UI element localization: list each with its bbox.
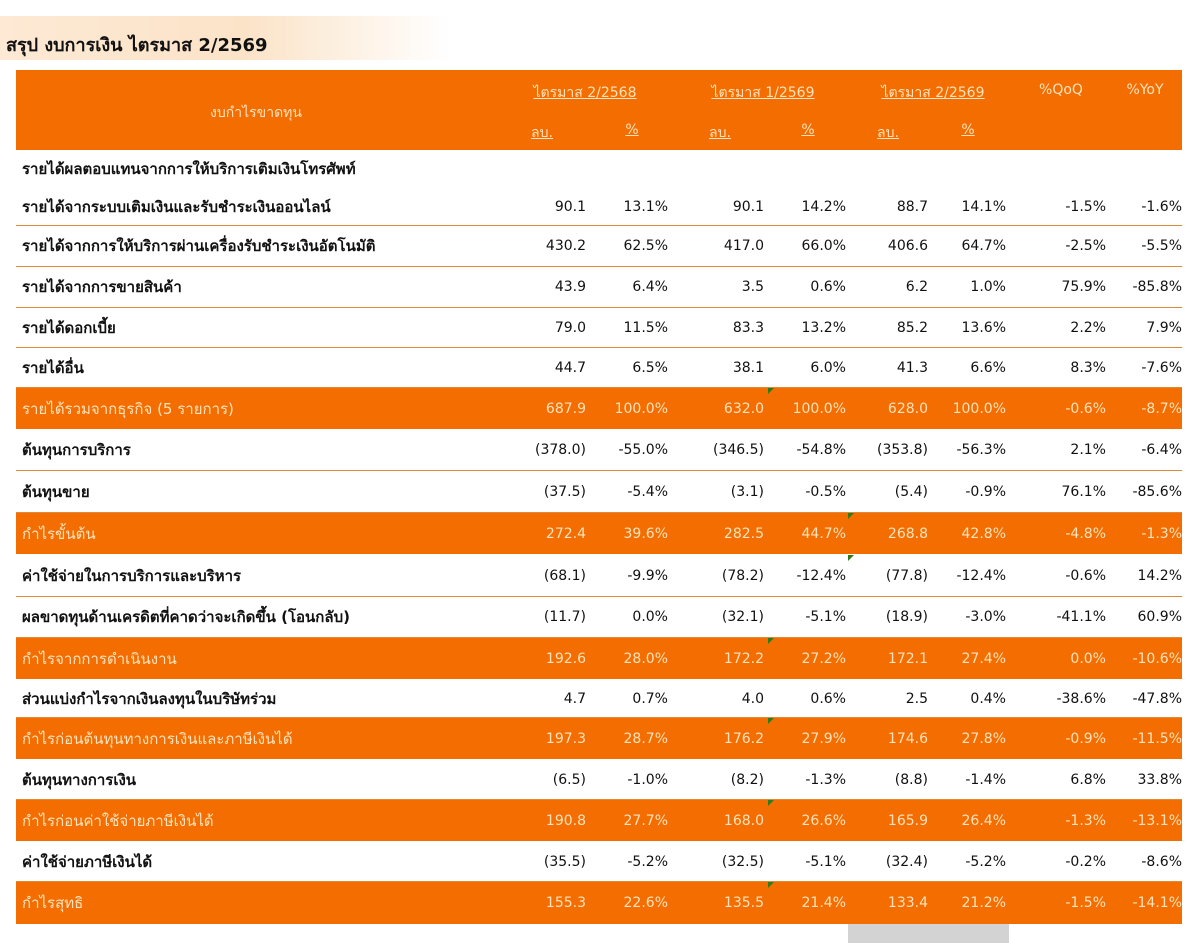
header-baht-1: ลบ. (531, 125, 553, 141)
row-label: กำไรก่อนต้นทุนทางการเงินและภาษีเงินได้ (22, 729, 293, 748)
header-period-2: ไตรมาส 1/2569 (711, 85, 815, 101)
row-value: 165.9 (887, 812, 928, 829)
row-value: -6.4% (1141, 442, 1182, 458)
row-value: 628.0 (887, 400, 928, 417)
row-value: 100.0% (614, 400, 668, 417)
row-value: 406.6 (887, 238, 928, 254)
row-value: 39.6% (623, 525, 668, 542)
row-value: (68.1) (543, 567, 586, 584)
row-value: (32.5) (721, 853, 764, 870)
row-label: รายได้รวมจากธุรกิจ (5 รายการ) (22, 399, 234, 418)
row-value: 66.0% (801, 238, 846, 254)
row-value: 197.3 (545, 730, 586, 747)
row-label: ค่าใช้จ่ายในการบริการและบริหาร (22, 566, 242, 585)
row-value: 6.0% (810, 359, 846, 376)
row-value: 8.3% (1070, 359, 1106, 376)
row-value: 44.7 (554, 359, 586, 376)
row-value: 33.8% (1137, 771, 1182, 788)
row-value: -0.9% (1065, 730, 1106, 747)
row-value: 0.6% (810, 279, 846, 295)
row-value: 2.2% (1070, 319, 1106, 336)
row-value: 44.7% (801, 525, 846, 542)
row-value: 14.1% (961, 198, 1006, 215)
row-value: -4.8% (1065, 525, 1106, 542)
row-value: -1.3% (805, 771, 846, 788)
row-value: 83.3 (732, 319, 764, 336)
row-value: -5.2% (627, 853, 668, 870)
row-value: (5.4) (894, 483, 928, 500)
row-value: 0.0% (1070, 650, 1106, 667)
row-label: ต้นทุนขาย (22, 482, 90, 501)
row-value: 282.5 (723, 525, 764, 542)
row-value: (8.8) (894, 771, 928, 788)
row-value: 0.6% (810, 690, 846, 707)
row-label: ส่วนแบ่งกำไรจากเงินลงทุนในบริษัทร่วม (22, 689, 277, 708)
row-value: -14.1% (1132, 895, 1182, 911)
row-value: 13.6% (961, 319, 1006, 336)
row-value: -7.6% (1141, 359, 1182, 376)
row-value: 190.8 (545, 812, 586, 829)
row-value: (378.0) (534, 442, 586, 458)
row-value: 11.5% (623, 319, 668, 336)
row-label: กำไรสุทธิ (22, 894, 84, 912)
row-value: 38.1 (732, 359, 764, 376)
row-value: 26.4% (961, 812, 1006, 829)
row-value: 13.2% (801, 319, 846, 336)
row-value: -2.5% (1065, 238, 1106, 254)
row-value: 90.1 (554, 198, 586, 215)
row-value: 0.0% (632, 609, 668, 625)
row-value: 6.4% (632, 279, 668, 295)
table-body (16, 188, 1182, 924)
row-value: -0.9% (965, 483, 1006, 500)
row-value: 0.4% (970, 690, 1006, 707)
row-value: 28.7% (623, 730, 668, 747)
row-value: -3.0% (965, 609, 1006, 625)
row-value: (77.8) (885, 567, 928, 584)
row-value: 6.5% (632, 359, 668, 376)
row-value: 60.9% (1137, 609, 1182, 625)
table-row (16, 800, 1182, 842)
row-value: 3.5 (741, 279, 764, 295)
row-value: -1.4% (965, 771, 1006, 788)
table-header (16, 70, 1182, 150)
row-value: 28.0% (623, 650, 668, 667)
header-pct-1: % (625, 122, 639, 138)
table-row (16, 680, 1182, 718)
row-value: -13.1% (1132, 812, 1182, 829)
row-label: กำไรขั้นต้น (22, 524, 96, 543)
cell-marker (768, 800, 774, 806)
row-value: -47.8% (1132, 690, 1182, 707)
section-row (16, 150, 1182, 188)
row-value: 176.2 (723, 730, 764, 747)
row-value: 192.6 (545, 650, 586, 667)
table-row (16, 471, 1182, 513)
row-value: -8.6% (1141, 853, 1182, 870)
row-value: -12.4% (956, 567, 1006, 584)
row-value: 100.0% (792, 400, 846, 417)
row-value: -5.1% (805, 853, 846, 870)
table-row (16, 842, 1182, 882)
row-value: 133.4 (887, 895, 928, 911)
table-row (16, 267, 1182, 308)
row-value: 21.2% (961, 895, 1006, 911)
row-value: 21.4% (801, 895, 846, 911)
row-value: 168.0 (723, 812, 764, 829)
row-value: 272.4 (545, 525, 586, 542)
row-value: 75.9% (1061, 279, 1106, 295)
row-value: -1.6% (1141, 198, 1182, 215)
row-value: -1.0% (627, 771, 668, 788)
row-value: -56.3% (956, 442, 1006, 458)
row-label: รายได้อื่น (22, 358, 84, 377)
row-label: รายได้ดอกเบี้ย (22, 318, 116, 337)
row-value: -85.8% (1132, 279, 1182, 295)
row-value: 632.0 (723, 400, 764, 417)
row-label: ผลขาดทุนด้านเครดิตที่คาดว่าจะเกิดขึ้น (โอนกลับ) (22, 608, 350, 626)
header-pct-3: % (961, 122, 975, 138)
row-value: 687.9 (545, 400, 586, 417)
row-value: -5.2% (965, 853, 1006, 870)
row-value: 155.3 (545, 895, 586, 911)
row-value: -55.0% (618, 442, 668, 458)
row-value: (37.5) (543, 483, 586, 500)
row-value: -85.6% (1132, 483, 1182, 500)
row-value: 2.5 (905, 690, 928, 707)
row-value: 27.4% (961, 650, 1006, 667)
row-value: -41.1% (1056, 609, 1106, 625)
header-yoy: %YoY (1126, 82, 1164, 98)
row-value: 4.7 (563, 690, 586, 707)
row-value: 430.2 (545, 238, 586, 254)
page-title: สรุป งบการเงิน ไตรมาส 2/2569 (6, 35, 268, 56)
row-value: 172.1 (887, 650, 928, 667)
row-value: 100.0% (952, 400, 1006, 417)
cell-marker (768, 882, 774, 888)
row-value: -10.6% (1132, 650, 1182, 667)
row-value: 43.9 (554, 279, 586, 295)
row-value: -5.5% (1141, 238, 1182, 254)
row-value: 6.2 (905, 279, 928, 295)
header-period-1: ไตรมาส 2/2568 (533, 85, 637, 101)
row-value: (353.8) (876, 442, 928, 458)
cell-marker (768, 388, 774, 394)
row-label: ต้นทุนการบริการ (22, 441, 131, 459)
row-value: -5.4% (627, 483, 668, 500)
row-value: (35.5) (543, 853, 586, 870)
row-value: 62.5% (623, 238, 668, 254)
row-label: รายได้จากระบบเติมเงินและรับชำระเงินออนไลน์ (22, 197, 331, 216)
table-row (16, 226, 1182, 267)
row-value: -11.5% (1132, 730, 1182, 747)
row-value: -1.5% (1065, 198, 1106, 215)
row-value: 268.8 (887, 525, 928, 542)
header-baht-3: ลบ. (877, 125, 899, 141)
row-value: -0.6% (1065, 567, 1106, 584)
row-value: -0.6% (1065, 400, 1106, 417)
row-label: กำไรก่อนค่าใช้จ่ายภาษีเงินได้ (22, 811, 214, 830)
section-label: รายได้ผลตอบแทนจากการให้บริการเติมเงินโทรศัพท์ (22, 160, 356, 178)
row-value: 64.7% (961, 238, 1006, 254)
row-value: 417.0 (723, 238, 764, 254)
income-statement-table (16, 70, 1182, 924)
row-value: -1.3% (1141, 525, 1182, 542)
row-value: 76.1% (1061, 483, 1106, 500)
row-value: -8.7% (1141, 400, 1182, 417)
table-row (16, 348, 1182, 388)
row-value: -0.5% (805, 483, 846, 500)
row-value: 26.6% (801, 812, 846, 829)
header-qoq: %QoQ (1039, 82, 1083, 98)
row-value: 0.7% (632, 690, 668, 707)
table-row (16, 430, 1182, 471)
row-value: 174.6 (887, 730, 928, 747)
row-value: 79.0 (554, 319, 586, 336)
table-row (16, 882, 1182, 924)
row-value: (32.4) (885, 853, 928, 870)
table-row (16, 718, 1182, 760)
row-value: -1.3% (1065, 812, 1106, 829)
cell-marker (848, 513, 854, 519)
row-value: (8.2) (730, 771, 764, 788)
header-period-3: ไตรมาส 2/2569 (881, 85, 985, 101)
row-value: (18.9) (885, 609, 928, 625)
row-value: 27.8% (961, 730, 1006, 747)
row-value: 172.2 (723, 650, 764, 667)
row-value: -9.9% (627, 567, 668, 584)
table-row (16, 513, 1182, 555)
row-value: 6.6% (970, 359, 1006, 376)
row-value: (3.1) (730, 483, 764, 500)
row-value: -0.2% (1065, 853, 1106, 870)
row-value: 27.2% (801, 650, 846, 667)
table-row (16, 388, 1182, 430)
row-value: 4.0 (741, 690, 764, 707)
row-value: (11.7) (543, 609, 586, 625)
row-value: (32.1) (721, 609, 764, 625)
row-label: ต้นทุนทางการเงิน (22, 770, 137, 789)
row-value: 27.7% (623, 812, 668, 829)
row-value: (6.5) (552, 771, 586, 788)
row-value: 1.0% (970, 279, 1006, 295)
row-value: 88.7 (896, 198, 928, 215)
cell-marker (768, 638, 774, 644)
row-value: 14.2% (1137, 567, 1182, 584)
row-label: รายได้จากการขายสินค้า (22, 278, 182, 296)
table-row (16, 597, 1182, 638)
header-baht-2: ลบ. (709, 125, 731, 141)
row-label: ค่าใช้จ่ายภาษีเงินได้ (22, 852, 153, 871)
table-row (16, 555, 1182, 597)
row-value: -54.8% (796, 442, 846, 458)
row-value: 41.3 (896, 359, 928, 376)
table-row (16, 188, 1182, 226)
row-value: 90.1 (732, 198, 764, 215)
row-label: กำไรจากการดำเนินงาน (22, 649, 177, 668)
row-value: 7.9% (1146, 319, 1182, 336)
row-value: 85.2 (896, 319, 928, 336)
header-main-label: งบกำไรขาดทุน (210, 105, 302, 121)
row-value: -5.1% (805, 609, 846, 625)
cell-marker (848, 555, 854, 561)
cell-marker (768, 718, 774, 724)
row-value: 13.1% (623, 198, 668, 215)
row-value: (78.2) (721, 567, 764, 584)
row-value: 42.8% (961, 525, 1006, 542)
row-value: -1.5% (1065, 895, 1106, 911)
row-value: 2.1% (1070, 442, 1106, 458)
row-value: 135.5 (723, 895, 764, 911)
row-value: 27.9% (801, 730, 846, 747)
row-value: -12.4% (796, 567, 846, 584)
table-row (16, 760, 1182, 800)
row-label: รายได้จากการให้บริการผ่านเครื่องรับชำระเงินอัตโนมัติ (22, 237, 376, 255)
table-row (16, 308, 1182, 348)
row-value: -38.6% (1056, 690, 1106, 707)
table-row (16, 638, 1182, 680)
row-value: (346.5) (712, 442, 764, 458)
row-value: 14.2% (801, 198, 846, 215)
row-value: 22.6% (623, 895, 668, 911)
row-value: 6.8% (1070, 771, 1106, 788)
header-pct-2: % (801, 122, 815, 138)
